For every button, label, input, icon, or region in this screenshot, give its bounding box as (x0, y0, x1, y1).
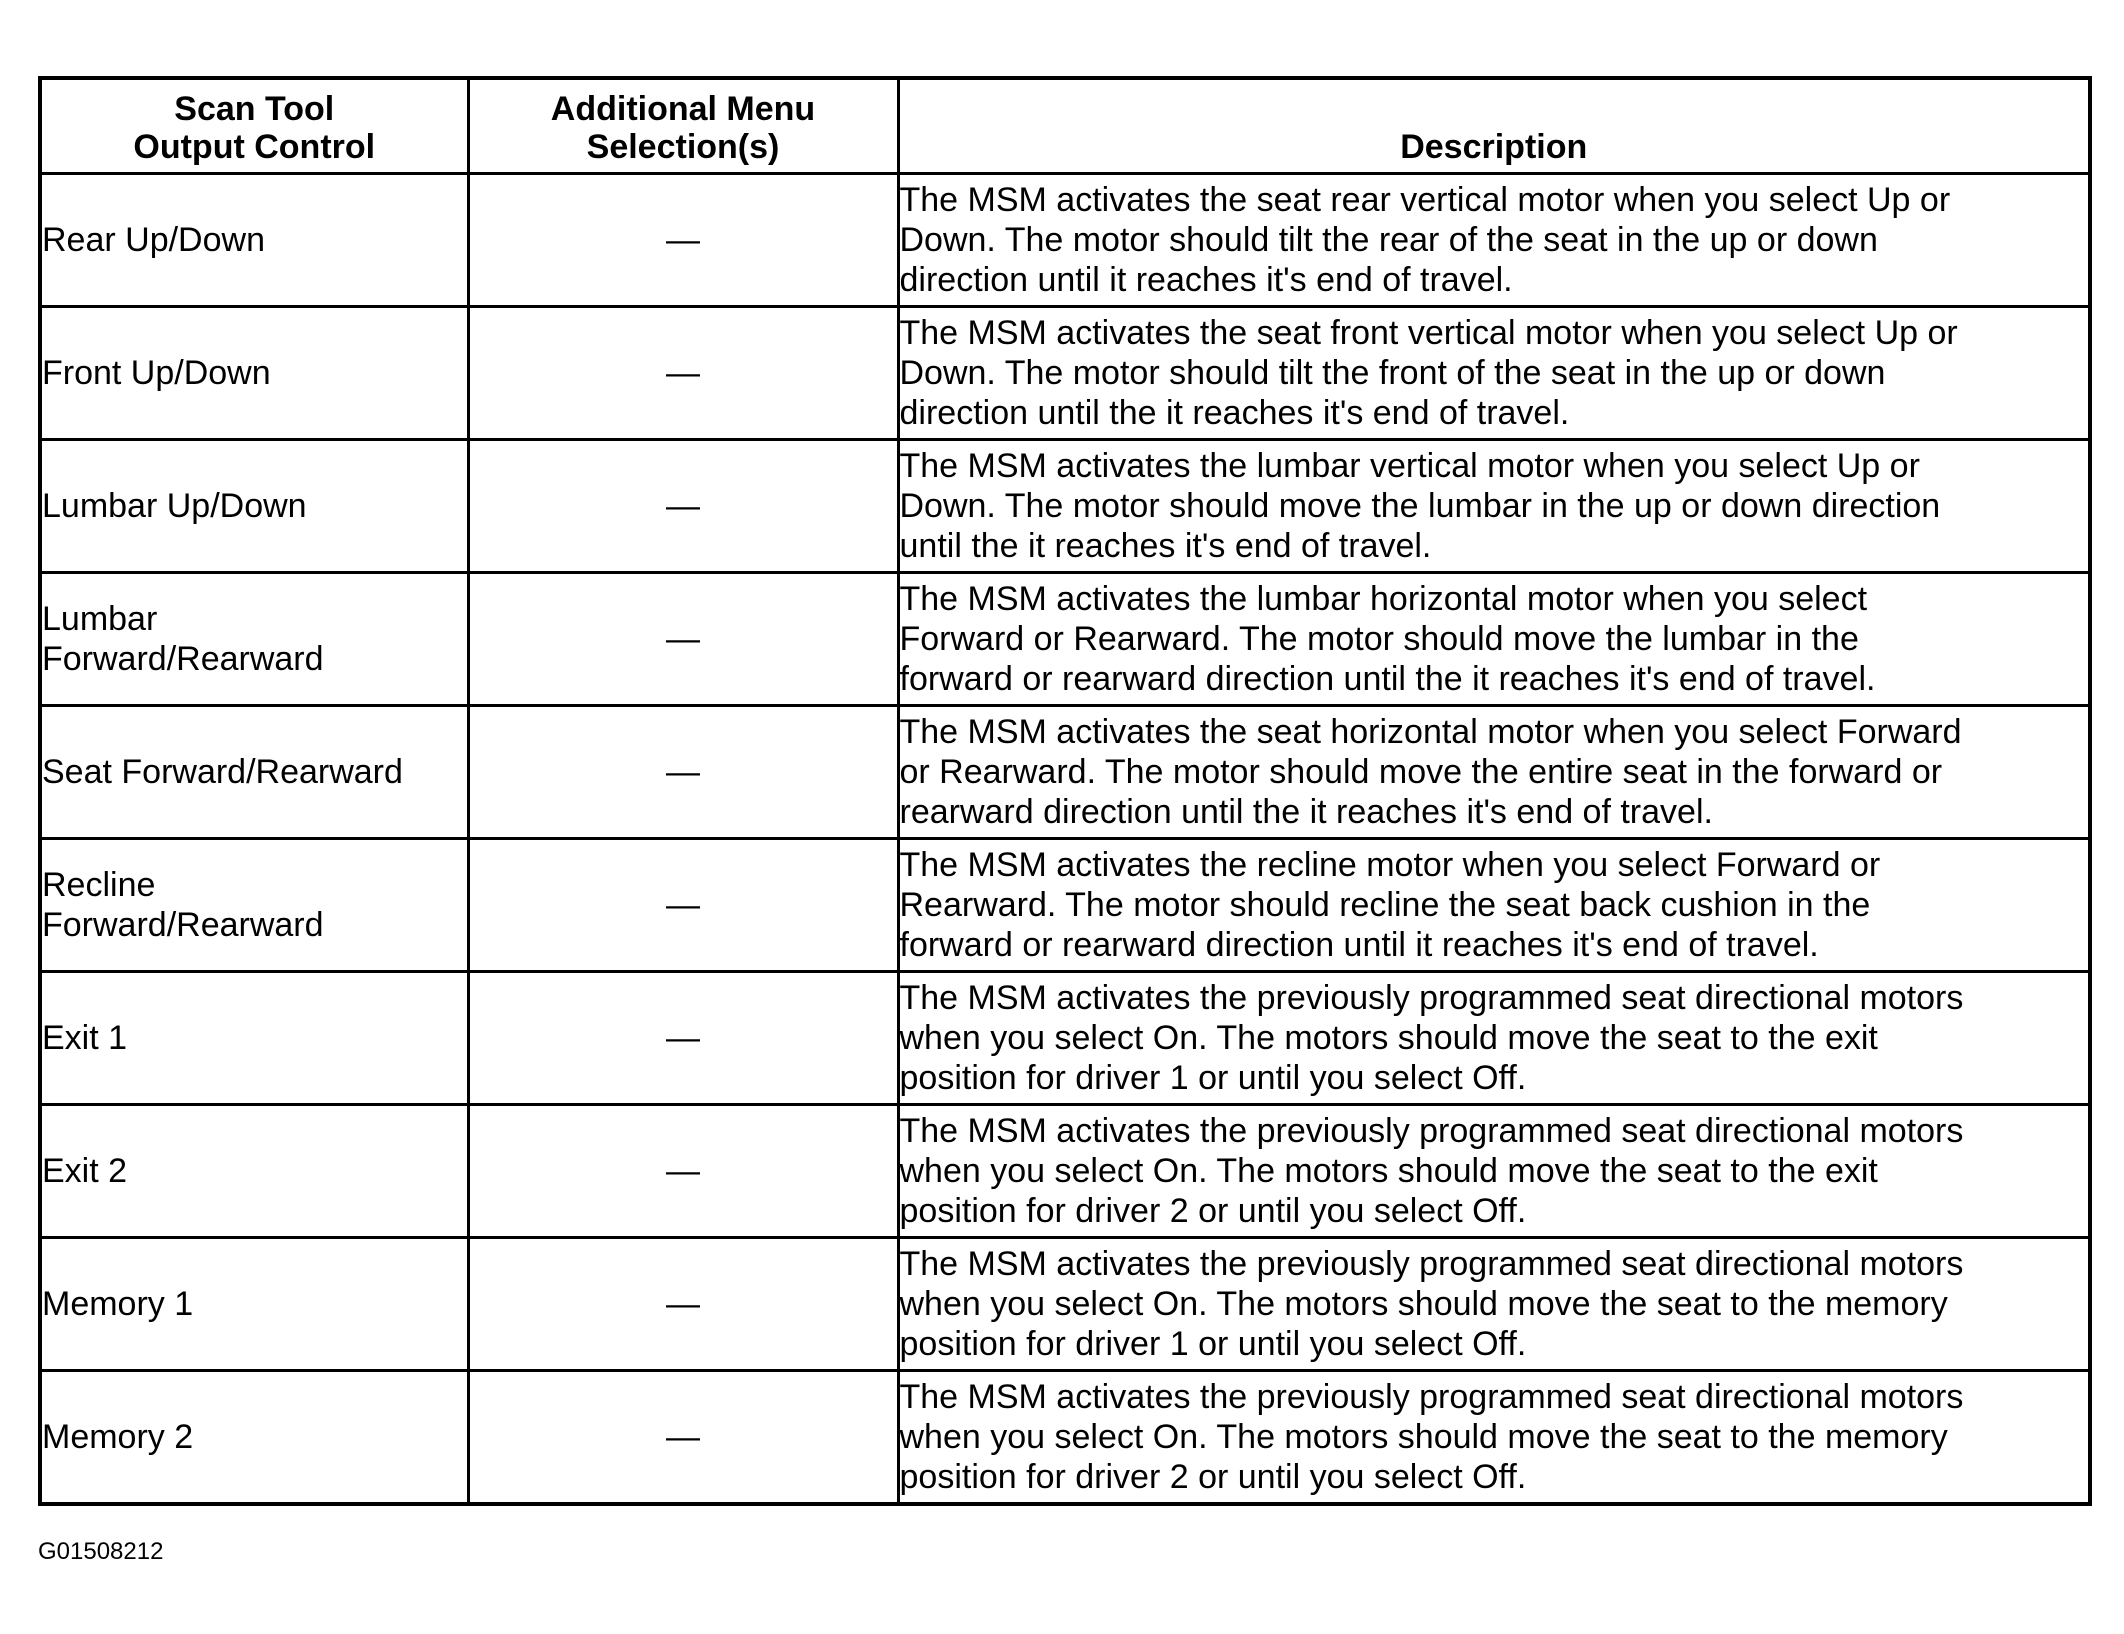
menu-selection-cell: — (468, 1238, 898, 1371)
menu-selection-cell: — (468, 706, 898, 839)
control-cell: Seat Forward/Rearward (40, 706, 468, 839)
header-additional-menu-selections: Additional Menu Selection(s) (468, 78, 898, 174)
control-cell: Lumbar Up/Down (40, 440, 468, 573)
menu-selection-cell: — (468, 573, 898, 706)
menu-selection-cell: — (468, 174, 898, 307)
description-cell: The MSM activates the previously programmed seat directional motors when you select On. The motors should move the seat to the exit position for driver 2 or until you select Off. (898, 1105, 2090, 1238)
description-cell: The MSM activates the previously programmed seat directional motors when you select On. The motors should move the seat to the exit position for driver 1 or until you select Off. (898, 972, 2090, 1105)
control-cell: Memory 1 (40, 1238, 468, 1371)
control-cell: Recline Forward/Rearward (40, 839, 468, 972)
table-row (40, 839, 2090, 972)
output-control-table (38, 76, 2092, 1506)
table-row (40, 1371, 2090, 1505)
header-scan-tool-output-control: Scan Tool Output Control (40, 78, 468, 174)
description-cell: The MSM activates the recline motor when you select Forward or Rearward. The motor should recline the seat back cushion in the forward or rearward direction until it reaches it's end of travel. (898, 839, 2090, 972)
table-row (40, 1105, 2090, 1238)
description-cell: The MSM activates the seat front vertical motor when you select Up or Down. The motor should tilt the front of the seat in the up or down direction until the it reaches it's end of travel. (898, 307, 2090, 440)
menu-selection-cell: — (468, 440, 898, 573)
control-cell: Front Up/Down (40, 307, 468, 440)
control-cell: Exit 2 (40, 1105, 468, 1238)
figure-id: G01508212 (38, 1538, 164, 1565)
control-cell: Rear Up/Down (40, 174, 468, 307)
table-row (40, 174, 2090, 307)
description-cell: The MSM activates the seat horizontal motor when you select Forward or Rearward. The motor should move the entire seat in the forward or rearward direction until the it reaches it's end of travel. (898, 706, 2090, 839)
control-cell: Lumbar Forward/Rearward (40, 573, 468, 706)
menu-selection-cell: — (468, 307, 898, 440)
description-cell: The MSM activates the lumbar horizontal motor when you select Forward or Rearward. The motor should move the lumbar in the forward or rearward direction until the it reaches it's end of travel. (898, 573, 2090, 706)
table-row (40, 706, 2090, 839)
control-cell: Memory 2 (40, 1371, 468, 1505)
menu-selection-cell: — (468, 1105, 898, 1238)
table-row (40, 972, 2090, 1105)
table-header (40, 78, 2090, 174)
header-description: Description (898, 78, 2090, 174)
menu-selection-cell: — (468, 839, 898, 972)
table-row (40, 440, 2090, 573)
table-row (40, 307, 2090, 440)
header-row (40, 78, 2090, 174)
description-cell: The MSM activates the previously programmed seat directional motors when you select On. The motors should move the seat to the memory position for driver 1 or until you select Off. (898, 1238, 2090, 1371)
description-cell: The MSM activates the lumbar vertical motor when you select Up or Down. The motor should move the lumbar in the up or down direction until the it reaches it's end of travel. (898, 440, 2090, 573)
description-cell: The MSM activates the seat rear vertical motor when you select Up or Down. The motor should tilt the rear of the seat in the up or down direction until it reaches it's end of travel. (898, 174, 2090, 307)
description-cell: The MSM activates the previously programmed seat directional motors when you select On. The motors should move the seat to the memory position for driver 2 or until you select Off. (898, 1371, 2090, 1505)
table-row (40, 1238, 2090, 1371)
menu-selection-cell: — (468, 1371, 898, 1505)
table-body (40, 174, 2090, 1505)
menu-selection-cell: — (468, 972, 898, 1105)
table-row (40, 573, 2090, 706)
control-cell: Exit 1 (40, 972, 468, 1105)
